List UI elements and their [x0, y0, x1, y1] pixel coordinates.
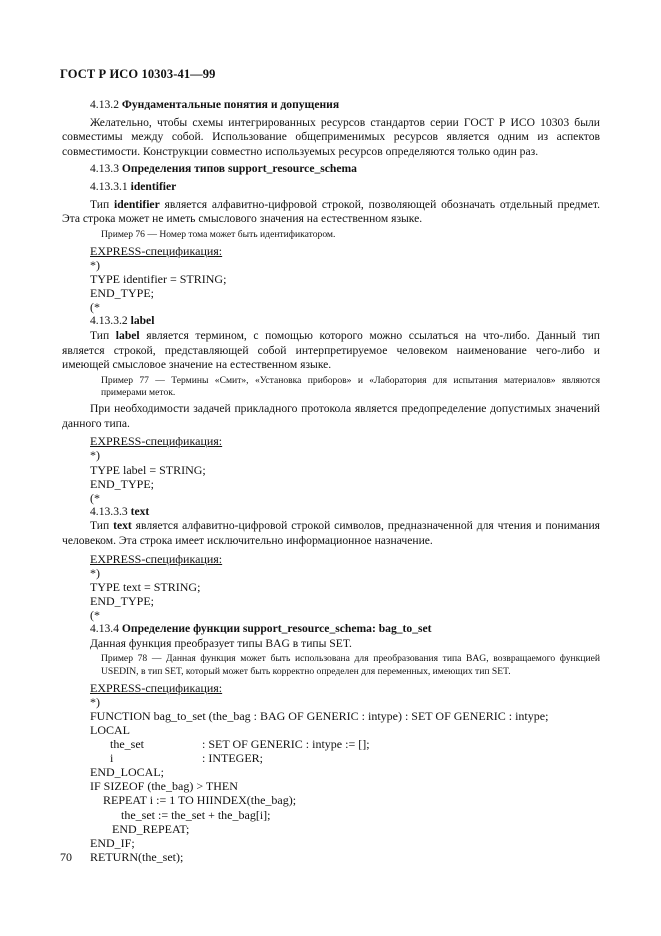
code-line: TYPE text = STRING;: [90, 579, 201, 594]
code-line: END_IF;: [90, 835, 135, 850]
code-line: LOCAL: [90, 722, 130, 737]
express-label: EXPRESS-спецификация:: [90, 551, 223, 566]
code-line: TYPE label = STRING;: [90, 462, 206, 477]
paragraph: Данная функция преобразует типы BAG в типы SET.: [90, 636, 352, 650]
term: label: [115, 329, 140, 343]
term: identifier: [114, 197, 160, 211]
section-number: 4.13.3.3: [90, 504, 128, 518]
page-number: 70: [60, 850, 72, 864]
text-run: является термином, с помощью которого можно ссылаться на что-либо. Данный тип является строкой, представляющей собой интерпретируемое человеком наименование чего-либо и имеющей смысловое значение на естественном языке.: [62, 329, 600, 372]
code-line: END_LOCAL;: [90, 765, 164, 780]
express-block: [62, 681, 600, 864]
express-label: EXPRESS-спецификация:: [90, 434, 223, 449]
code-line: (*: [90, 490, 100, 505]
variable-type: : INTEGER;: [202, 751, 263, 766]
express-block: [62, 552, 600, 622]
section-heading-4-13-3-2: [62, 314, 600, 329]
variable-name: the_set: [110, 737, 144, 752]
example-note: Пример 76 — Номер тома может быть идентификатором.: [101, 228, 336, 240]
section-number: 4.13.2: [90, 98, 119, 111]
section-title: Фундаментальные понятия и допущения: [121, 98, 340, 111]
page-header: ГОСТ Р ИСО 10303-41—99: [60, 67, 216, 81]
paragraph: [62, 519, 600, 548]
express-label: EXPRESS-спецификация:: [90, 680, 223, 695]
section-title: identifier: [130, 179, 177, 193]
express-block: [62, 244, 600, 314]
section-heading-4-13-3-3: [62, 505, 600, 520]
code-line: the_set := the_set + the_bag[i];: [121, 807, 271, 822]
paragraph: [62, 198, 600, 227]
code-line: END_TYPE;: [90, 286, 154, 301]
code-line: [90, 737, 600, 751]
text-run: Тип: [90, 197, 114, 211]
text-run: является алфавитно-цифровой строкой, позволяющей обозначать отдельный предмет. Эта строка может не иметь смыслового значения на естественном языке.: [62, 197, 600, 226]
code-line: END_TYPE;: [90, 476, 154, 491]
variable-name: i: [110, 751, 114, 766]
code-line: *): [90, 694, 100, 709]
section-title: text: [130, 504, 150, 518]
example-note: Пример 77 — Термины «Смит», «Установка приборов» и «Лаборатория для испытания материалов» являются примерами меток.: [101, 374, 600, 398]
code-line: REPEAT i := 1 TO HIINDEX(the_bag);: [103, 793, 297, 808]
code-line: TYPE identifier = STRING;: [90, 272, 227, 287]
section-title: Определение функции support_resource_schema: bag_to_set: [121, 622, 432, 636]
section-heading-4-13-2: [62, 98, 600, 113]
variable-type: : SET OF GENERIC : intype := [];: [202, 737, 370, 752]
section-title: Определения типов support_resource_schema: [121, 162, 357, 176]
section-number: 4.13.3.1: [90, 179, 128, 193]
express-label: EXPRESS-спецификация:: [90, 243, 223, 258]
paragraph: При необходимости задачей прикладного протокола является предопределение допустимых значений данного типа.: [62, 402, 600, 430]
term: text: [113, 519, 132, 533]
code-line: *): [90, 448, 100, 463]
code-line: (*: [90, 608, 100, 623]
code-line: END_TYPE;: [90, 593, 154, 608]
code-line: (*: [90, 300, 100, 315]
code-line: END_REPEAT;: [112, 821, 190, 836]
express-block: [62, 434, 600, 504]
code-line: IF SIZEOF (the_bag) > THEN: [90, 779, 238, 794]
section-heading-4-13-4: [62, 622, 600, 637]
code-line: [90, 751, 600, 765]
code-line: *): [90, 565, 100, 580]
section-heading-4-13-3: [62, 162, 600, 177]
code-line: RETURN(the_set);: [90, 849, 184, 864]
code-line: FUNCTION bag_to_set (the_bag : BAG OF GENERIC : intype) : SET OF GENERIC : intype;: [90, 708, 549, 723]
page-body: [62, 98, 600, 864]
section-number: 4.13.4: [90, 622, 119, 636]
example-note: Пример 78 — Данная функция может быть использована для преобразования типа BAG, возвращаемого функцией USEDIN, в тип SET, который может быть корректно определен для переменных, имеющих тип SET.: [101, 653, 600, 677]
section-heading-4-13-3-1: [62, 180, 600, 195]
paragraph: [62, 329, 600, 373]
code-line: *): [90, 258, 100, 273]
text-run: Тип: [90, 329, 116, 343]
text-run: является алфавитно-цифровой строкой символов, предназначенной для чтения и понимания человеком. Эта строка имеет исключительно информационное назначение.: [62, 519, 600, 548]
section-number: 4.13.3: [90, 162, 119, 176]
section-title: label: [130, 314, 155, 328]
section-number: 4.13.3.2: [90, 314, 128, 328]
text-run: Тип: [90, 519, 114, 533]
paragraph: Желательно, чтобы схемы интегрированных ресурсов стандартов серии ГОСТ Р ИСО 10303 были совместимы между собой. Использование общеприменимых ресурсов является одним из аспектов совместимости. Конструкции совместно используемых ресурсов определяются только один раз.: [62, 115, 600, 158]
